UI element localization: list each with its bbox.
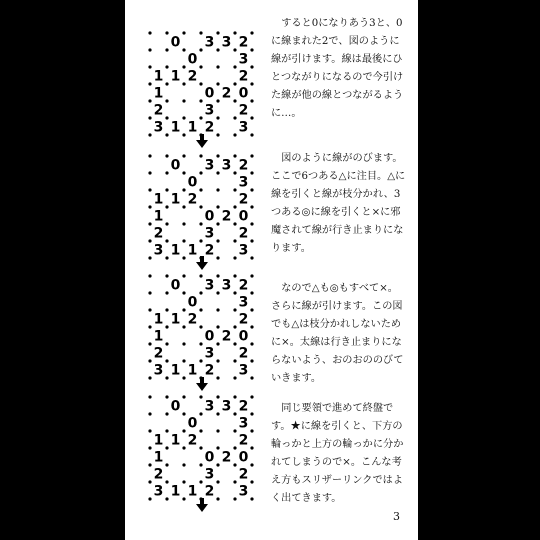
grid-dot xyxy=(165,205,168,208)
grid-dot xyxy=(199,65,202,68)
grid-dot xyxy=(199,308,202,311)
grid-dot xyxy=(182,480,185,483)
grid-dot xyxy=(233,99,236,102)
grid-dot xyxy=(250,412,253,415)
grid-dot xyxy=(216,188,219,191)
grid-dot xyxy=(199,291,202,294)
grid-dot xyxy=(216,222,219,225)
grid-dot xyxy=(233,205,236,208)
grid-dot xyxy=(165,342,168,345)
grid-dot xyxy=(165,497,168,500)
clue-number: 1 xyxy=(153,68,164,85)
grid-dot xyxy=(148,154,151,157)
grid-dot xyxy=(216,446,219,449)
grid-dot xyxy=(233,359,236,362)
clue-number: 1 xyxy=(153,191,164,208)
clue-number: 0 xyxy=(170,34,181,51)
grid-dot xyxy=(233,82,236,85)
clue-number: 1 xyxy=(170,191,181,208)
grid-dot xyxy=(182,65,185,68)
clue-number: 2 xyxy=(238,34,249,51)
clue-number: 0 xyxy=(204,85,215,102)
clue-number: 1 xyxy=(187,483,198,500)
explanation-text: 図のように線がのびます。ここで6つある△に注目。△に線を引くと線が枝分かれ、3つある◎に線を引くと×に邪魔されて線が行き止まりになります。 xyxy=(271,153,406,254)
grid-dot xyxy=(250,99,253,102)
grid-dot xyxy=(216,116,219,119)
grid-dot xyxy=(165,359,168,362)
grid-dot xyxy=(233,376,236,379)
clue-number: 2 xyxy=(187,68,198,85)
grid-dot xyxy=(216,205,219,208)
grid-dot xyxy=(250,133,253,136)
clue-number: 3 xyxy=(204,277,215,294)
grid-dot xyxy=(233,222,236,225)
clue-number: 1 xyxy=(153,432,164,449)
grid-dot xyxy=(250,205,253,208)
puzzle-diagram xyxy=(147,30,255,138)
grid-dot xyxy=(165,188,168,191)
grid-dot xyxy=(165,239,168,242)
grid-dot xyxy=(216,99,219,102)
grid-dot xyxy=(199,99,202,102)
grid-dot xyxy=(199,395,202,398)
grid-dot xyxy=(199,463,202,466)
clue-number: 2 xyxy=(221,449,232,466)
grid-dot xyxy=(148,133,151,136)
grid-dot xyxy=(233,291,236,294)
clue-number: 2 xyxy=(204,119,215,136)
grid-dot xyxy=(199,116,202,119)
grid-dot xyxy=(199,222,202,225)
grid-dot xyxy=(250,376,253,379)
clue-number: 2 xyxy=(238,466,249,483)
grid-dot xyxy=(233,429,236,432)
grid-dot xyxy=(250,154,253,157)
grid-dot xyxy=(148,308,151,311)
grid-dot xyxy=(233,412,236,415)
clue-number: 0 xyxy=(204,208,215,225)
clue-number: 0 xyxy=(238,449,249,466)
grid-dot xyxy=(148,291,151,294)
grid-dot xyxy=(165,99,168,102)
clue-number: 2 xyxy=(238,102,249,119)
grid-dot xyxy=(216,342,219,345)
clue-number: 3 xyxy=(238,483,249,500)
grid-dot xyxy=(216,376,219,379)
grid-dot xyxy=(148,99,151,102)
grid-dot xyxy=(233,446,236,449)
clue-number: 0 xyxy=(238,85,249,102)
clue-number: 1 xyxy=(170,311,181,328)
grid-dot xyxy=(233,133,236,136)
clue-number: 2 xyxy=(153,345,164,362)
clue-number: 1 xyxy=(153,208,164,225)
grid-dot xyxy=(182,116,185,119)
down-arrow-icon xyxy=(196,498,208,512)
grid-dot xyxy=(165,412,168,415)
clue-number: 0 xyxy=(170,277,181,294)
clue-number: 1 xyxy=(170,68,181,85)
grid-dot xyxy=(182,291,185,294)
grid-dot xyxy=(182,48,185,51)
grid-dot xyxy=(182,222,185,225)
grid-dot xyxy=(148,446,151,449)
grid-dot xyxy=(182,188,185,191)
clue-number: 3 xyxy=(153,362,164,379)
grid-dot xyxy=(233,342,236,345)
clue-number: 3 xyxy=(238,51,249,68)
clue-number: 3 xyxy=(204,398,215,415)
clue-number: 0 xyxy=(238,208,249,225)
grid-dot xyxy=(165,463,168,466)
grid-dot xyxy=(199,429,202,432)
grid-dot xyxy=(216,463,219,466)
grid-dot xyxy=(148,480,151,483)
down-arrow-icon xyxy=(196,256,208,270)
clue-number: 3 xyxy=(238,362,249,379)
grid-dot xyxy=(216,412,219,415)
grid-dot xyxy=(233,48,236,51)
clue-number: 3 xyxy=(221,34,232,51)
explanation-text: なので△も◎もすべて×。さらに線が引けます。この図でも△は枝分かれしないために×。太線は行き止まりにならないよう、おのおののびていきます。 xyxy=(271,283,404,384)
grid-dot xyxy=(182,154,185,157)
grid-dot xyxy=(250,291,253,294)
clue-number: 3 xyxy=(221,157,232,174)
grid-dot xyxy=(182,497,185,500)
grid-dot xyxy=(182,31,185,34)
clue-number: 1 xyxy=(170,432,181,449)
clue-number: 2 xyxy=(204,362,215,379)
grid-dot xyxy=(233,395,236,398)
grid-dot xyxy=(216,133,219,136)
grid-dot xyxy=(233,65,236,68)
grid-dot xyxy=(199,239,202,242)
puzzle-diagram xyxy=(147,273,255,381)
grid-dot xyxy=(165,325,168,328)
clue-number: 2 xyxy=(204,242,215,259)
clue-number: 2 xyxy=(238,311,249,328)
grid-dot xyxy=(216,274,219,277)
grid-dot xyxy=(233,308,236,311)
grid-dot xyxy=(148,325,151,328)
clue-number: 0 xyxy=(170,398,181,415)
clue-number: 1 xyxy=(170,242,181,259)
grid-dot xyxy=(182,342,185,345)
grid-dot xyxy=(148,497,151,500)
grid-dot xyxy=(250,222,253,225)
clue-number: 3 xyxy=(204,345,215,362)
grid-dot xyxy=(182,325,185,328)
grid-dot xyxy=(148,412,151,415)
grid-dot xyxy=(165,154,168,157)
clue-number: 3 xyxy=(238,294,249,311)
clue-number: 2 xyxy=(221,328,232,345)
puzzle-grid-svg xyxy=(147,153,255,261)
grid-dot xyxy=(165,48,168,51)
grid-dot xyxy=(216,308,219,311)
page-number: 3 xyxy=(393,510,400,523)
grid-dot xyxy=(250,429,253,432)
clue-number: 1 xyxy=(153,85,164,102)
clue-number: 1 xyxy=(170,119,181,136)
grid-dot xyxy=(182,412,185,415)
clue-number: 2 xyxy=(153,225,164,242)
grid-dot xyxy=(233,171,236,174)
clue-number: 1 xyxy=(170,362,181,379)
grid-dot xyxy=(199,480,202,483)
clue-number: 2 xyxy=(221,85,232,102)
grid-dot xyxy=(182,274,185,277)
grid-dot xyxy=(148,342,151,345)
grid-dot xyxy=(250,446,253,449)
grid-dot xyxy=(216,256,219,259)
grid-dot xyxy=(148,48,151,51)
grid-dot xyxy=(199,188,202,191)
clue-number: 1 xyxy=(187,119,198,136)
grid-dot xyxy=(165,65,168,68)
clue-number: 3 xyxy=(238,242,249,259)
grid-dot xyxy=(250,497,253,500)
puzzle-grid-svg xyxy=(147,273,255,381)
grid-dot xyxy=(233,274,236,277)
grid-dot xyxy=(199,31,202,34)
grid-dot xyxy=(148,205,151,208)
grid-dot xyxy=(216,82,219,85)
puzzle-diagram xyxy=(147,153,255,261)
grid-dot xyxy=(233,463,236,466)
grid-dot xyxy=(216,395,219,398)
clue-number: 3 xyxy=(238,174,249,191)
grid-dot xyxy=(199,412,202,415)
grid-dot xyxy=(250,48,253,51)
clue-number: 0 xyxy=(204,328,215,345)
grid-dot xyxy=(182,205,185,208)
grid-dot xyxy=(182,239,185,242)
grid-dot xyxy=(182,82,185,85)
clue-number: 2 xyxy=(238,432,249,449)
grid-dot xyxy=(148,222,151,225)
grid-dot xyxy=(165,222,168,225)
clue-number: 3 xyxy=(221,398,232,415)
grid-dot xyxy=(182,463,185,466)
grid-dot xyxy=(250,82,253,85)
grid-dot xyxy=(233,154,236,157)
grid-dot xyxy=(250,359,253,362)
grid-dot xyxy=(216,359,219,362)
down-arrow-icon xyxy=(196,134,208,148)
clue-number: 0 xyxy=(204,449,215,466)
grid-dot xyxy=(250,308,253,311)
grid-dot xyxy=(148,171,151,174)
clue-number: 2 xyxy=(204,483,215,500)
grid-dot xyxy=(182,133,185,136)
puzzle-grid-svg xyxy=(147,394,255,502)
grid-dot xyxy=(199,342,202,345)
grid-dot xyxy=(216,239,219,242)
clue-number: 2 xyxy=(187,311,198,328)
grid-dot xyxy=(250,31,253,34)
clue-number: 2 xyxy=(238,398,249,415)
grid-dot xyxy=(250,325,253,328)
grid-dot xyxy=(250,239,253,242)
grid-dot xyxy=(182,256,185,259)
book-page xyxy=(125,0,418,540)
grid-dot xyxy=(250,342,253,345)
clue-number: 3 xyxy=(221,277,232,294)
grid-dot xyxy=(165,291,168,294)
grid-dot xyxy=(148,116,151,119)
grid-dot xyxy=(233,31,236,34)
grid-dot xyxy=(233,116,236,119)
grid-dot xyxy=(216,48,219,51)
grid-dot xyxy=(165,82,168,85)
grid-dot xyxy=(233,497,236,500)
clue-number: 1 xyxy=(187,242,198,259)
clue-number: 1 xyxy=(153,311,164,328)
clue-number: 2 xyxy=(238,68,249,85)
grid-dot xyxy=(216,429,219,432)
clue-number: 2 xyxy=(153,466,164,483)
grid-dot xyxy=(250,116,253,119)
clue-number: 2 xyxy=(238,191,249,208)
grid-dot xyxy=(199,359,202,362)
grid-dot xyxy=(148,463,151,466)
clue-number: 2 xyxy=(187,191,198,208)
clue-number: 3 xyxy=(153,119,164,136)
clue-number: 2 xyxy=(238,157,249,174)
grid-dot xyxy=(165,274,168,277)
grid-dot xyxy=(216,31,219,34)
grid-dot xyxy=(182,429,185,432)
grid-dot xyxy=(165,116,168,119)
explanation-text: 同じ要領で進めて終盤です。★に線を引くと、下方の輪っかと上方の輪っかに分かれてしまうので×。こんな考え方もスリザーリンクではよく出てきます。 xyxy=(271,403,404,504)
grid-dot xyxy=(148,256,151,259)
grid-dot xyxy=(182,446,185,449)
grid-dot xyxy=(199,48,202,51)
grid-dot xyxy=(148,429,151,432)
clue-number: 1 xyxy=(153,449,164,466)
grid-dot xyxy=(199,446,202,449)
grid-dot xyxy=(216,480,219,483)
grid-dot xyxy=(165,133,168,136)
grid-dot xyxy=(216,325,219,328)
grid-dot xyxy=(199,274,202,277)
clue-number: 3 xyxy=(204,466,215,483)
grid-dot xyxy=(165,480,168,483)
explanation-text: すると0になりあう3と、0に線まれた2で、図のように線が引けます。線は最後にひとつながりになるので今引けた線が他の線とつながるように…。 xyxy=(271,18,404,119)
clue-number: 2 xyxy=(221,208,232,225)
grid-dot xyxy=(216,171,219,174)
puzzle-diagram xyxy=(147,394,255,502)
clue-number: 0 xyxy=(170,157,181,174)
clue-number: 0 xyxy=(187,294,198,311)
clue-number: 3 xyxy=(153,242,164,259)
grid-dot xyxy=(182,395,185,398)
clue-number: 2 xyxy=(238,345,249,362)
grid-dot xyxy=(148,274,151,277)
grid-dot xyxy=(250,256,253,259)
clue-number: 3 xyxy=(204,157,215,174)
clue-number: 0 xyxy=(187,415,198,432)
grid-dot xyxy=(199,171,202,174)
clue-number: 0 xyxy=(187,174,198,191)
down-arrow-icon xyxy=(196,377,208,391)
grid-dot xyxy=(165,395,168,398)
grid-dot xyxy=(182,171,185,174)
clue-number: 3 xyxy=(238,119,249,136)
grid-dot xyxy=(250,274,253,277)
clue-number: 0 xyxy=(238,328,249,345)
puzzle-grid-svg xyxy=(147,30,255,138)
grid-dot xyxy=(233,188,236,191)
grid-dot xyxy=(165,446,168,449)
clue-number: 3 xyxy=(238,415,249,432)
grid-dot xyxy=(250,65,253,68)
clue-number: 1 xyxy=(153,328,164,345)
grid-dot xyxy=(165,256,168,259)
grid-dot xyxy=(148,376,151,379)
grid-dot xyxy=(199,205,202,208)
grid-dot xyxy=(165,308,168,311)
grid-dot xyxy=(199,154,202,157)
grid-dot xyxy=(165,31,168,34)
grid-dot xyxy=(148,82,151,85)
clue-number: 1 xyxy=(170,483,181,500)
clue-number: 3 xyxy=(204,34,215,51)
grid-dot xyxy=(233,480,236,483)
grid-dot xyxy=(250,480,253,483)
grid-dot xyxy=(250,188,253,191)
clue-number: 1 xyxy=(187,362,198,379)
grid-dot xyxy=(233,239,236,242)
grid-dot xyxy=(216,291,219,294)
grid-dot xyxy=(199,82,202,85)
grid-dot xyxy=(148,188,151,191)
clue-number: 3 xyxy=(204,102,215,119)
grid-dot xyxy=(165,171,168,174)
grid-dot xyxy=(165,429,168,432)
grid-dot xyxy=(216,154,219,157)
grid-dot xyxy=(148,395,151,398)
grid-dot xyxy=(182,376,185,379)
clue-number: 2 xyxy=(153,102,164,119)
grid-dot xyxy=(148,31,151,34)
grid-dot xyxy=(250,171,253,174)
grid-dot xyxy=(250,395,253,398)
grid-dot xyxy=(148,65,151,68)
grid-dot xyxy=(182,308,185,311)
grid-dot xyxy=(148,239,151,242)
grid-dot xyxy=(165,376,168,379)
grid-dot xyxy=(250,463,253,466)
clue-number: 0 xyxy=(187,51,198,68)
clue-number: 2 xyxy=(187,432,198,449)
grid-dot xyxy=(148,359,151,362)
grid-dot xyxy=(182,359,185,362)
clue-number: 2 xyxy=(238,277,249,294)
grid-dot xyxy=(216,65,219,68)
grid-dot xyxy=(182,99,185,102)
clue-number: 2 xyxy=(238,225,249,242)
clue-number: 3 xyxy=(153,483,164,500)
grid-dot xyxy=(216,497,219,500)
grid-dot xyxy=(199,325,202,328)
grid-dot xyxy=(233,256,236,259)
grid-dot xyxy=(233,325,236,328)
clue-number: 3 xyxy=(204,225,215,242)
